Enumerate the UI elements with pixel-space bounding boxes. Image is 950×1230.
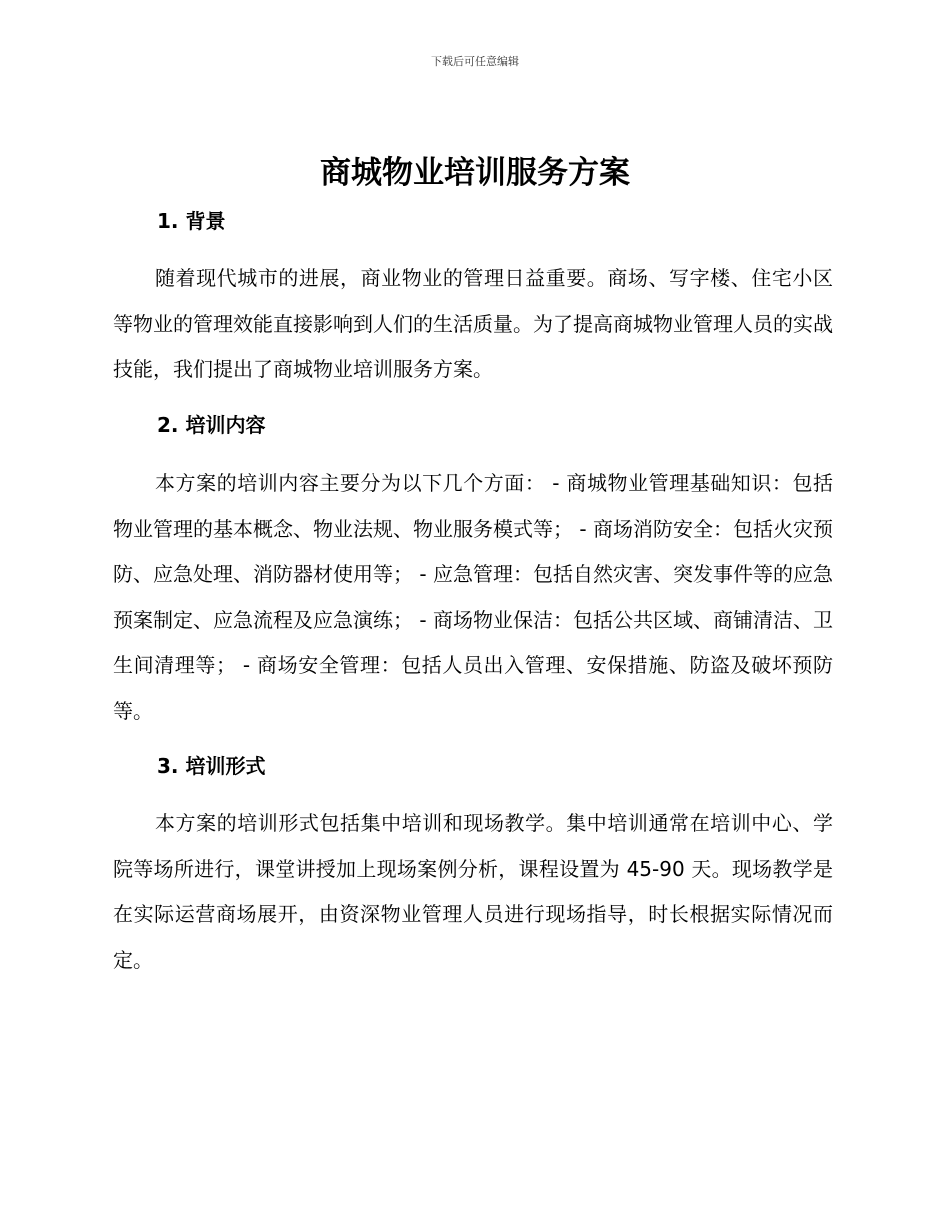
section-body-background: 随着现代城市的进展，商业物业的管理日益重要。商场、写字楼、住宅小区等物业的管理效能直接影响到人们的生活质量。为了提高商城物业管理人员的实战技能，我们提出了商城物业培训服务方案。 bbox=[113, 266, 833, 381]
section-body-training-content: 本方案的培训内容主要分为以下几个方面： - 商城物业管理基础知识：包括物业管理的基本概念、物业法规、物业服务模式等； - 商场消防安全：包括火灾预防、应急处理、消防器材使用等； - 应急管理：包括自然灾害、突发事件等的应急预案制定、应急流程及应急演练； - 商场物业保洁：包括公共区域、商铺清洁、卫生间清理等； - 商场安全管理：包括人员出入管理、安保措施、防盗及破坏预防等。 bbox=[113, 471, 833, 723]
section-body-training-format: 本方案的培训形式包括集中培训和现场教学。集中培训通常在培训中心、学院等场所进行，课堂讲授加上现场案例分析，课程设置为 45-90 天。现场教学是在实际运营商场展开，由资深物业管理人员进行现场指导，时长根据实际情况而定。 bbox=[113, 811, 833, 972]
section-heading-training-format: 3. 培训形式 bbox=[157, 754, 266, 778]
page-header-note: 下载后可任意编辑 bbox=[431, 55, 519, 68]
document-title: 商城物业培训服务方案 bbox=[320, 155, 630, 191]
section-heading-training-content: 2. 培训内容 bbox=[157, 413, 266, 437]
section-heading-background: 1. 背景 bbox=[157, 209, 226, 233]
